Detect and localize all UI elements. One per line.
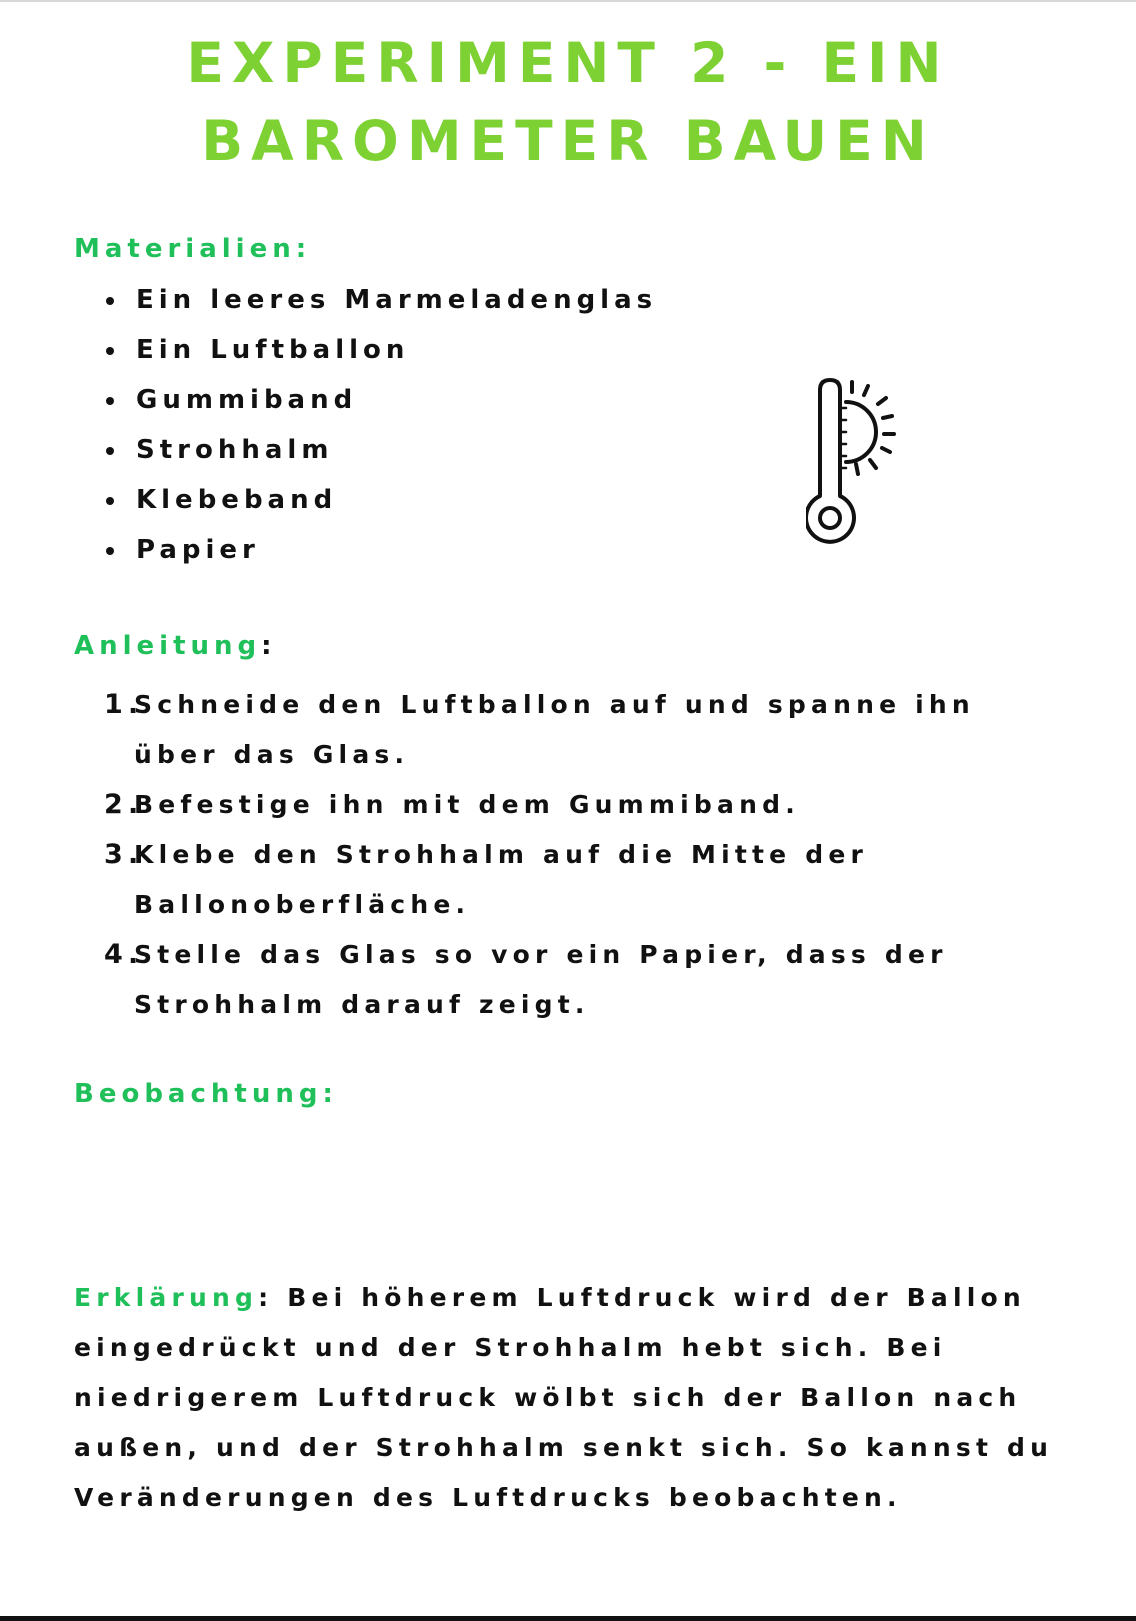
list-item: Gummiband xyxy=(104,383,657,433)
step-number: 2. xyxy=(104,789,144,820)
observation-heading-label: Beobachtung xyxy=(74,1079,323,1109)
list-item: Ein leeres Marmeladenglas xyxy=(104,283,657,333)
observation-heading xyxy=(74,1079,338,1109)
explanation-colon: : xyxy=(258,1283,274,1312)
observation-heading-colon: : xyxy=(322,1079,338,1109)
step-number: 3. xyxy=(104,839,144,870)
list-item xyxy=(104,930,1064,1030)
step-text: Klebe den Strohhalm auf die Mitte der Ballonoberfläche. xyxy=(134,840,869,919)
step-text: Schneide den Luftballon auf und spanne ihn über das Glas. xyxy=(134,690,975,769)
instructions-heading-colon: : xyxy=(261,631,277,661)
explanation-label: Erklärung xyxy=(74,1283,259,1312)
explanation-text: Bei höherem Luftdruck wird der Ballon eingedrückt und der Strohhalm hebt sich. Bei niedrigerem Luftdruck wölbt sich der Ballon nach außen, und der Strohhalm senkt sich. So kannst du Veränderungen des Luftdrucks beobachten. xyxy=(74,1283,1054,1512)
step-number: 4. xyxy=(104,939,144,970)
instructions-heading xyxy=(74,631,277,661)
list-item xyxy=(104,780,1064,830)
step-text: Befestige ihn mit dem Gummiband. xyxy=(134,790,800,819)
materials-heading-colon: : xyxy=(295,234,312,264)
list-item: Papier xyxy=(104,533,657,583)
top-border xyxy=(0,0,1136,2)
step-text: Stelle das Glas so vor ein Papier, dass der Strohhalm darauf zeigt. xyxy=(134,940,948,1019)
list-item: Strohhalm xyxy=(104,433,657,483)
list-item xyxy=(104,680,1064,780)
materials-list xyxy=(104,283,657,583)
bottom-border xyxy=(0,1616,1136,1621)
materials-heading-label: Materialien xyxy=(74,234,296,264)
thermometer-sun-icon xyxy=(806,378,916,548)
list-item: Ein Luftballon xyxy=(104,333,657,383)
materials-heading xyxy=(74,234,311,264)
list-item xyxy=(104,830,1064,930)
page-title: EXPERIMENT 2 - EIN BAROMETER BAUEN xyxy=(186,31,950,173)
explanation-paragraph xyxy=(74,1273,1064,1523)
instructions-heading-label: Anleitung xyxy=(74,631,262,661)
instructions-list xyxy=(104,680,1064,1030)
step-number: 1. xyxy=(104,689,144,720)
list-item: Klebeband xyxy=(104,483,657,533)
